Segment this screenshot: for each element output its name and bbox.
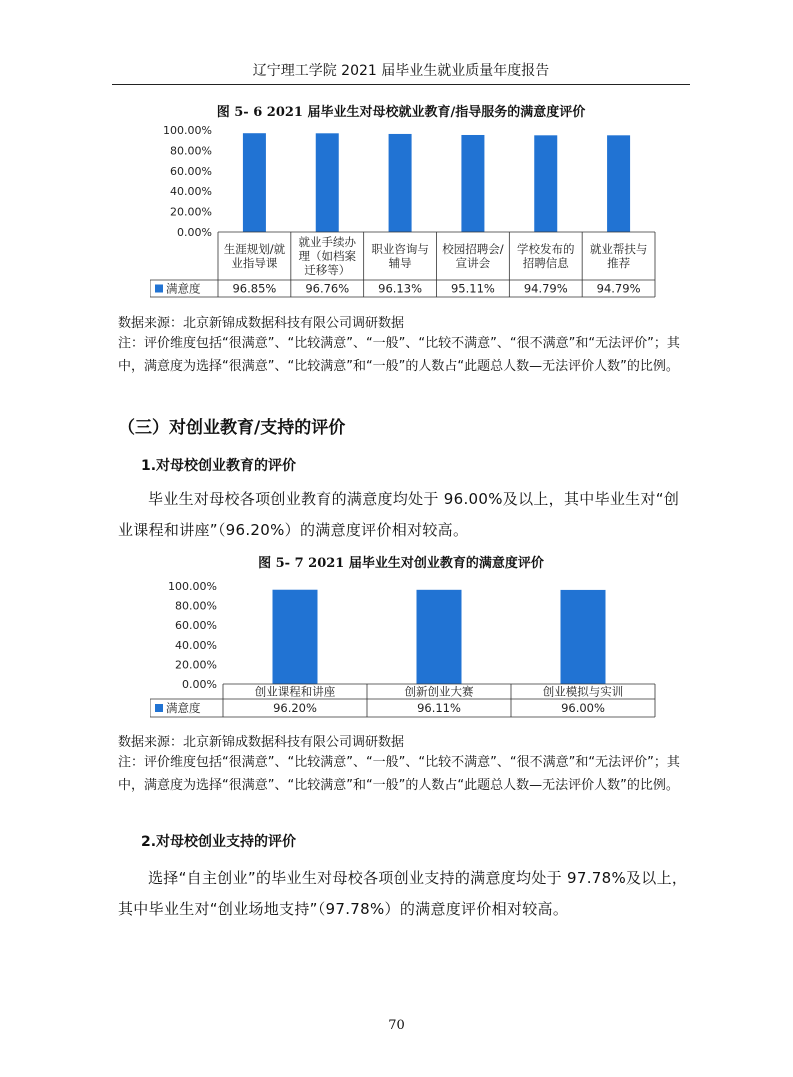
data-label: 96.13% bbox=[378, 281, 423, 296]
bar bbox=[534, 135, 557, 232]
data-label: 94.79% bbox=[523, 281, 568, 296]
category-label: 就业帮扶与 bbox=[589, 242, 648, 256]
figure1-chart bbox=[150, 120, 660, 300]
y-tick-label: 0.00% bbox=[177, 226, 212, 239]
category-label: 业指导课 bbox=[231, 256, 278, 270]
bar bbox=[461, 135, 484, 232]
y-tick-label: 0.00% bbox=[182, 678, 217, 691]
figure2-title: 图 5- 7 2021 届毕业生对创业教育的满意度评价 bbox=[258, 556, 544, 571]
bar bbox=[607, 135, 630, 232]
legend-label: 满意度 bbox=[166, 281, 201, 296]
y-tick-label: 40.00% bbox=[175, 638, 217, 652]
category-label: 职业咨询与 bbox=[371, 242, 429, 256]
category-label: 校园招聘会/ bbox=[442, 242, 504, 256]
data-label: 96.85% bbox=[232, 281, 277, 296]
data-label: 96.20% bbox=[273, 701, 317, 715]
category-label: 迁移等） bbox=[304, 263, 351, 277]
category-label: 创业课程和讲座 bbox=[254, 684, 336, 699]
data-label: 95.11% bbox=[450, 281, 495, 296]
figure2-chart bbox=[150, 572, 660, 724]
figure1-source: 数据来源：北京新锦成数据科技有限公司调研数据 bbox=[118, 316, 405, 331]
legend-swatch bbox=[155, 704, 163, 712]
y-tick-label: 60.00% bbox=[170, 164, 212, 178]
y-tick-label: 60.00% bbox=[175, 619, 217, 633]
category-label: 推荐 bbox=[607, 256, 631, 270]
bar bbox=[273, 590, 318, 684]
data-label: 96.76% bbox=[305, 281, 350, 296]
y-tick-label: 20.00% bbox=[170, 205, 212, 219]
category-label: 理（如档案 bbox=[298, 249, 356, 263]
running-header: 辽宁理工学院 2021 届毕业生就业质量年度报告 bbox=[252, 63, 550, 79]
subsection1-title: 1.对母校创业教育的评价 bbox=[141, 458, 297, 474]
section-title: （三）对创业教育/支持的评价 bbox=[118, 418, 346, 438]
y-tick-label: 40.00% bbox=[170, 185, 212, 199]
category-label: 创业模拟与实训 bbox=[542, 684, 624, 699]
bar bbox=[389, 134, 412, 232]
bar bbox=[561, 590, 606, 684]
category-label: 招聘信息 bbox=[522, 256, 569, 270]
page-number: 70 bbox=[388, 1018, 405, 1033]
header-rule bbox=[112, 84, 690, 85]
subsection2-paragraph: 选择“自主创业”的毕业生对母校各项创业支持的满意度均处于 97.78%及以上，其中毕业生对“创业场地支持”（97.78%）的满意度评价相对较高。 bbox=[118, 869, 688, 918]
subsection1-paragraph: 毕业生对母校各项创业教育的满意度均处于 96.00%及以上，其中毕业生对“创业课程和讲座”（96.20%）的满意度评价相对较高。 bbox=[118, 490, 680, 539]
bar bbox=[316, 133, 339, 232]
bar bbox=[417, 590, 462, 684]
figure1-note: 注：评价维度包括“很满意”、“比较满意”、“一般”、“比较不满意”、“很不满意”和“无法评价”；其中，满意度为选择“很满意”、“比较满意”和“一般”的人数占“此题总人数—无法评价人数”的比例。 bbox=[118, 336, 680, 374]
category-label: 辅导 bbox=[388, 256, 412, 270]
category-label: 宣讲会 bbox=[455, 256, 491, 270]
category-label: 生涯规划/就 bbox=[223, 242, 286, 256]
figure2-note: 注：评价维度包括“很满意”、“比较满意”、“一般”、“比较不满意”、“很不满意”和“无法评价”；其中，满意度为选择“很满意”、“比较满意”和“一般”的人数占“此题总人数—无法评价人数”的比例。 bbox=[118, 755, 680, 793]
category-label: 就业手续办 bbox=[298, 235, 356, 249]
data-label: 96.11% bbox=[417, 701, 461, 715]
category-label: 创新创业大赛 bbox=[404, 684, 474, 699]
data-label: 96.00% bbox=[561, 701, 605, 715]
subsection2-title: 2.对母校创业支持的评价 bbox=[141, 834, 297, 850]
bar bbox=[243, 133, 266, 232]
legend-swatch bbox=[155, 285, 163, 293]
category-label: 学校发布的 bbox=[517, 242, 575, 256]
figure1-title: 图 5- 6 2021 届毕业生对母校就业教育/指导服务的满意度评价 bbox=[216, 105, 586, 120]
y-tick-label: 100.00% bbox=[168, 580, 217, 593]
y-tick-label: 80.00% bbox=[170, 144, 212, 158]
y-tick-label: 100.00% bbox=[163, 124, 212, 137]
y-tick-label: 80.00% bbox=[175, 599, 217, 613]
legend-label: 满意度 bbox=[166, 701, 201, 715]
y-tick-label: 20.00% bbox=[175, 658, 217, 672]
data-label: 94.79% bbox=[596, 281, 641, 296]
figure2-source: 数据来源：北京新锦成数据科技有限公司调研数据 bbox=[118, 735, 405, 750]
